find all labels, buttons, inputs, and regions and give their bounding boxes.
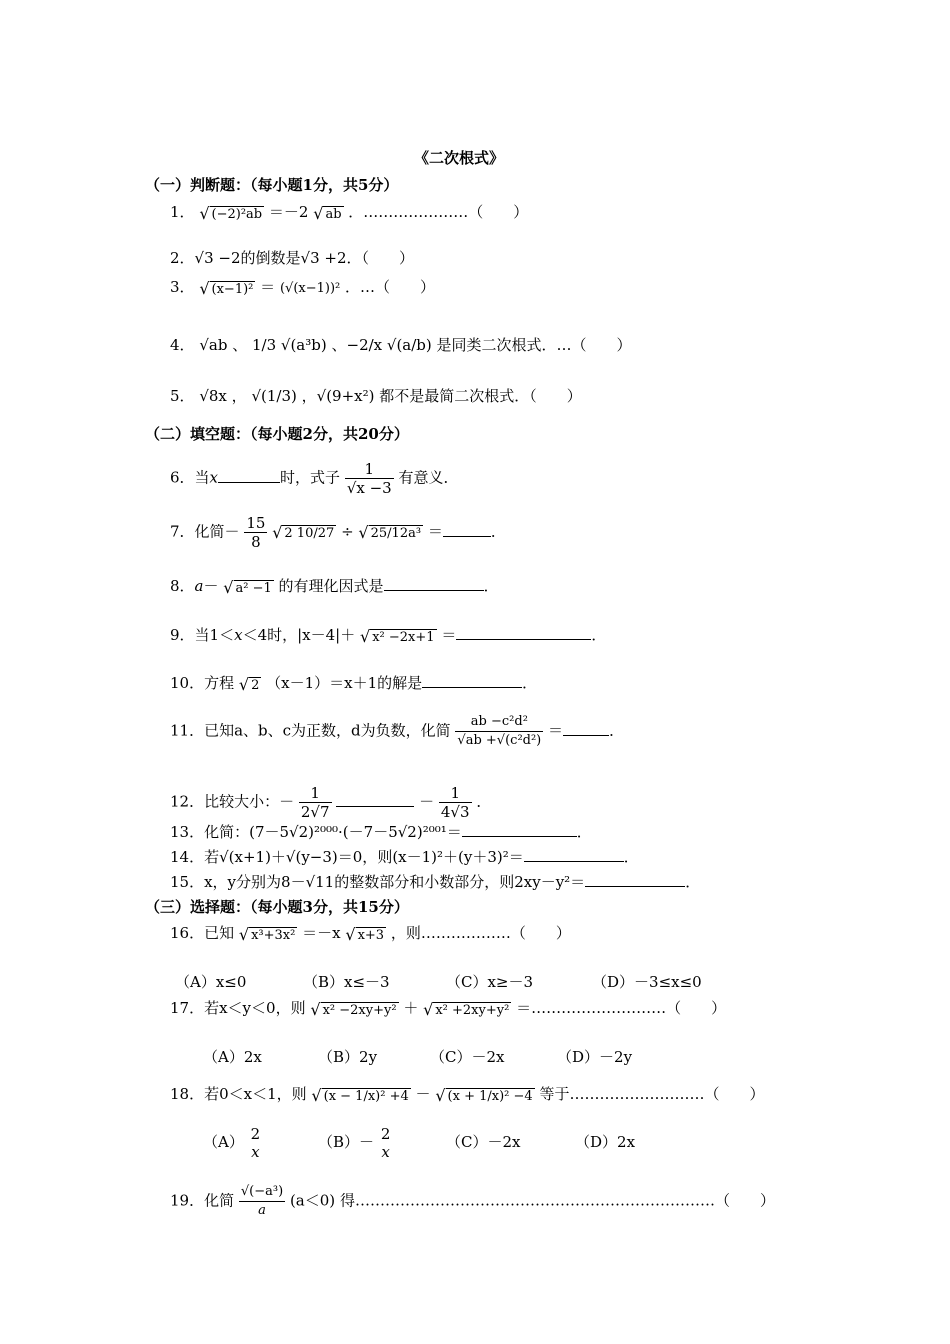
question-19: 19．化简 $\frac{\text{√(−a³)}}{a}$ (a＜0) 得………………………………………………………………（ ） [170, 1184, 775, 1218]
question-5: 5． √8x ， √(1/3) ，√(9+x²) 都不是最简二次根式．（ ） [170, 387, 582, 405]
question-16: 16．已知 √ x³+3x² ＝－x √ x+3 ，则………………（ ） [170, 924, 571, 944]
question-17: 17．若x＜y＜0，则 √ x² −2xy+y² ＋ √ x² +2xy+y² ＝………………………（ ） [170, 999, 727, 1019]
question-1: 1． √ (−2)²ab ＝－2 √ ab ．…………………（ ） [170, 203, 529, 223]
question-12: 12．比较大小：－ $\frac{1}{2√7}$ － $\frac{1}{4√3}$ ． [170, 784, 492, 821]
section-heading-choice: （三）选择题：（每小题3分，共15分） [145, 898, 409, 916]
q17-option-c[interactable]: （C）－2x [430, 1048, 505, 1066]
q16-option-a[interactable]: （A）x≤0 [175, 973, 247, 991]
q18-option-a[interactable]: （A） 2 x [203, 1125, 261, 1161]
question-14: 14．若√(x+1)＋√(y−3)＝0，则(x－1)²＋(y＋3)²＝ ． [170, 848, 639, 866]
q16-option-d[interactable]: （D）－3≤x≤0 [592, 973, 702, 991]
q17-option-a[interactable]: （A）2x [203, 1048, 262, 1066]
q16-option-c[interactable]: （C）x≥－3 [446, 973, 534, 991]
q17-option-b[interactable]: （B）2y [318, 1048, 378, 1066]
q17-option-d[interactable]: （D）－2y [557, 1048, 633, 1066]
q18-option-c[interactable]: （C）－2x [446, 1133, 521, 1151]
question-11: 11．已知a、b、c为正数，d为负数，化简 $\frac{\text{ab −c²d²}}{\text{√ab +√(c²d²)}}$ ＝ ． [170, 714, 625, 748]
question-10: 10．方程 √ 2 （x－1）＝x＋1的解是 ． [170, 674, 538, 694]
section-heading-fill-in: （二）填空题：（每小题2分，共20分） [145, 425, 409, 443]
q18-option-b[interactable]: （B）－ 2 x [318, 1125, 391, 1161]
question-13: 13．化简：(7－5√2)²⁰⁰⁰·(－7－5√2)²⁰⁰¹＝ ． [170, 823, 592, 841]
question-6: 6．当x 时，式子 $\frac{1}{√x -3}$ 有意义． [170, 460, 459, 497]
question-4: 4． √ab 、 1/3 √(a³b) 、−2/x √(a/b) 是同类二次根式．…（ ） [170, 336, 632, 354]
question-9: 9．当1＜x＜4时，|x－4|＋ √ x² −2x+1 ＝ ． [170, 626, 607, 646]
q16-option-b[interactable]: （B）x≤－3 [303, 973, 390, 991]
question-2: 2．√3 −2的倒数是√3 +2．（ ） [170, 249, 415, 267]
question-3: 3． √ (x−1)² ＝ (√(x−1))² ．…（ ） [170, 278, 436, 298]
section-heading-judgement: （一）判断题：（每小题1分，共5分） [145, 176, 399, 194]
question-18: 18．若0＜x＜1，则 √ (x − 1/x)² +4 － √ (x + 1/x)² −4 等于………………………（ ） [170, 1085, 765, 1105]
q18-option-d[interactable]: （D）2x [575, 1133, 636, 1151]
question-7: 7．化简－ $\frac{15}{8}$ √ 2 10/27 ÷ √ 25/12a³ ＝ ． [170, 514, 506, 551]
page-title: 《二次根式》 [414, 149, 505, 167]
question-15: 15．x，y分别为8－√11的整数部分和小数部分，则2xy－y²＝ ． [170, 873, 701, 891]
question-8: 8．a－ √ a² −1 的有理化因式是 ． [170, 577, 499, 597]
